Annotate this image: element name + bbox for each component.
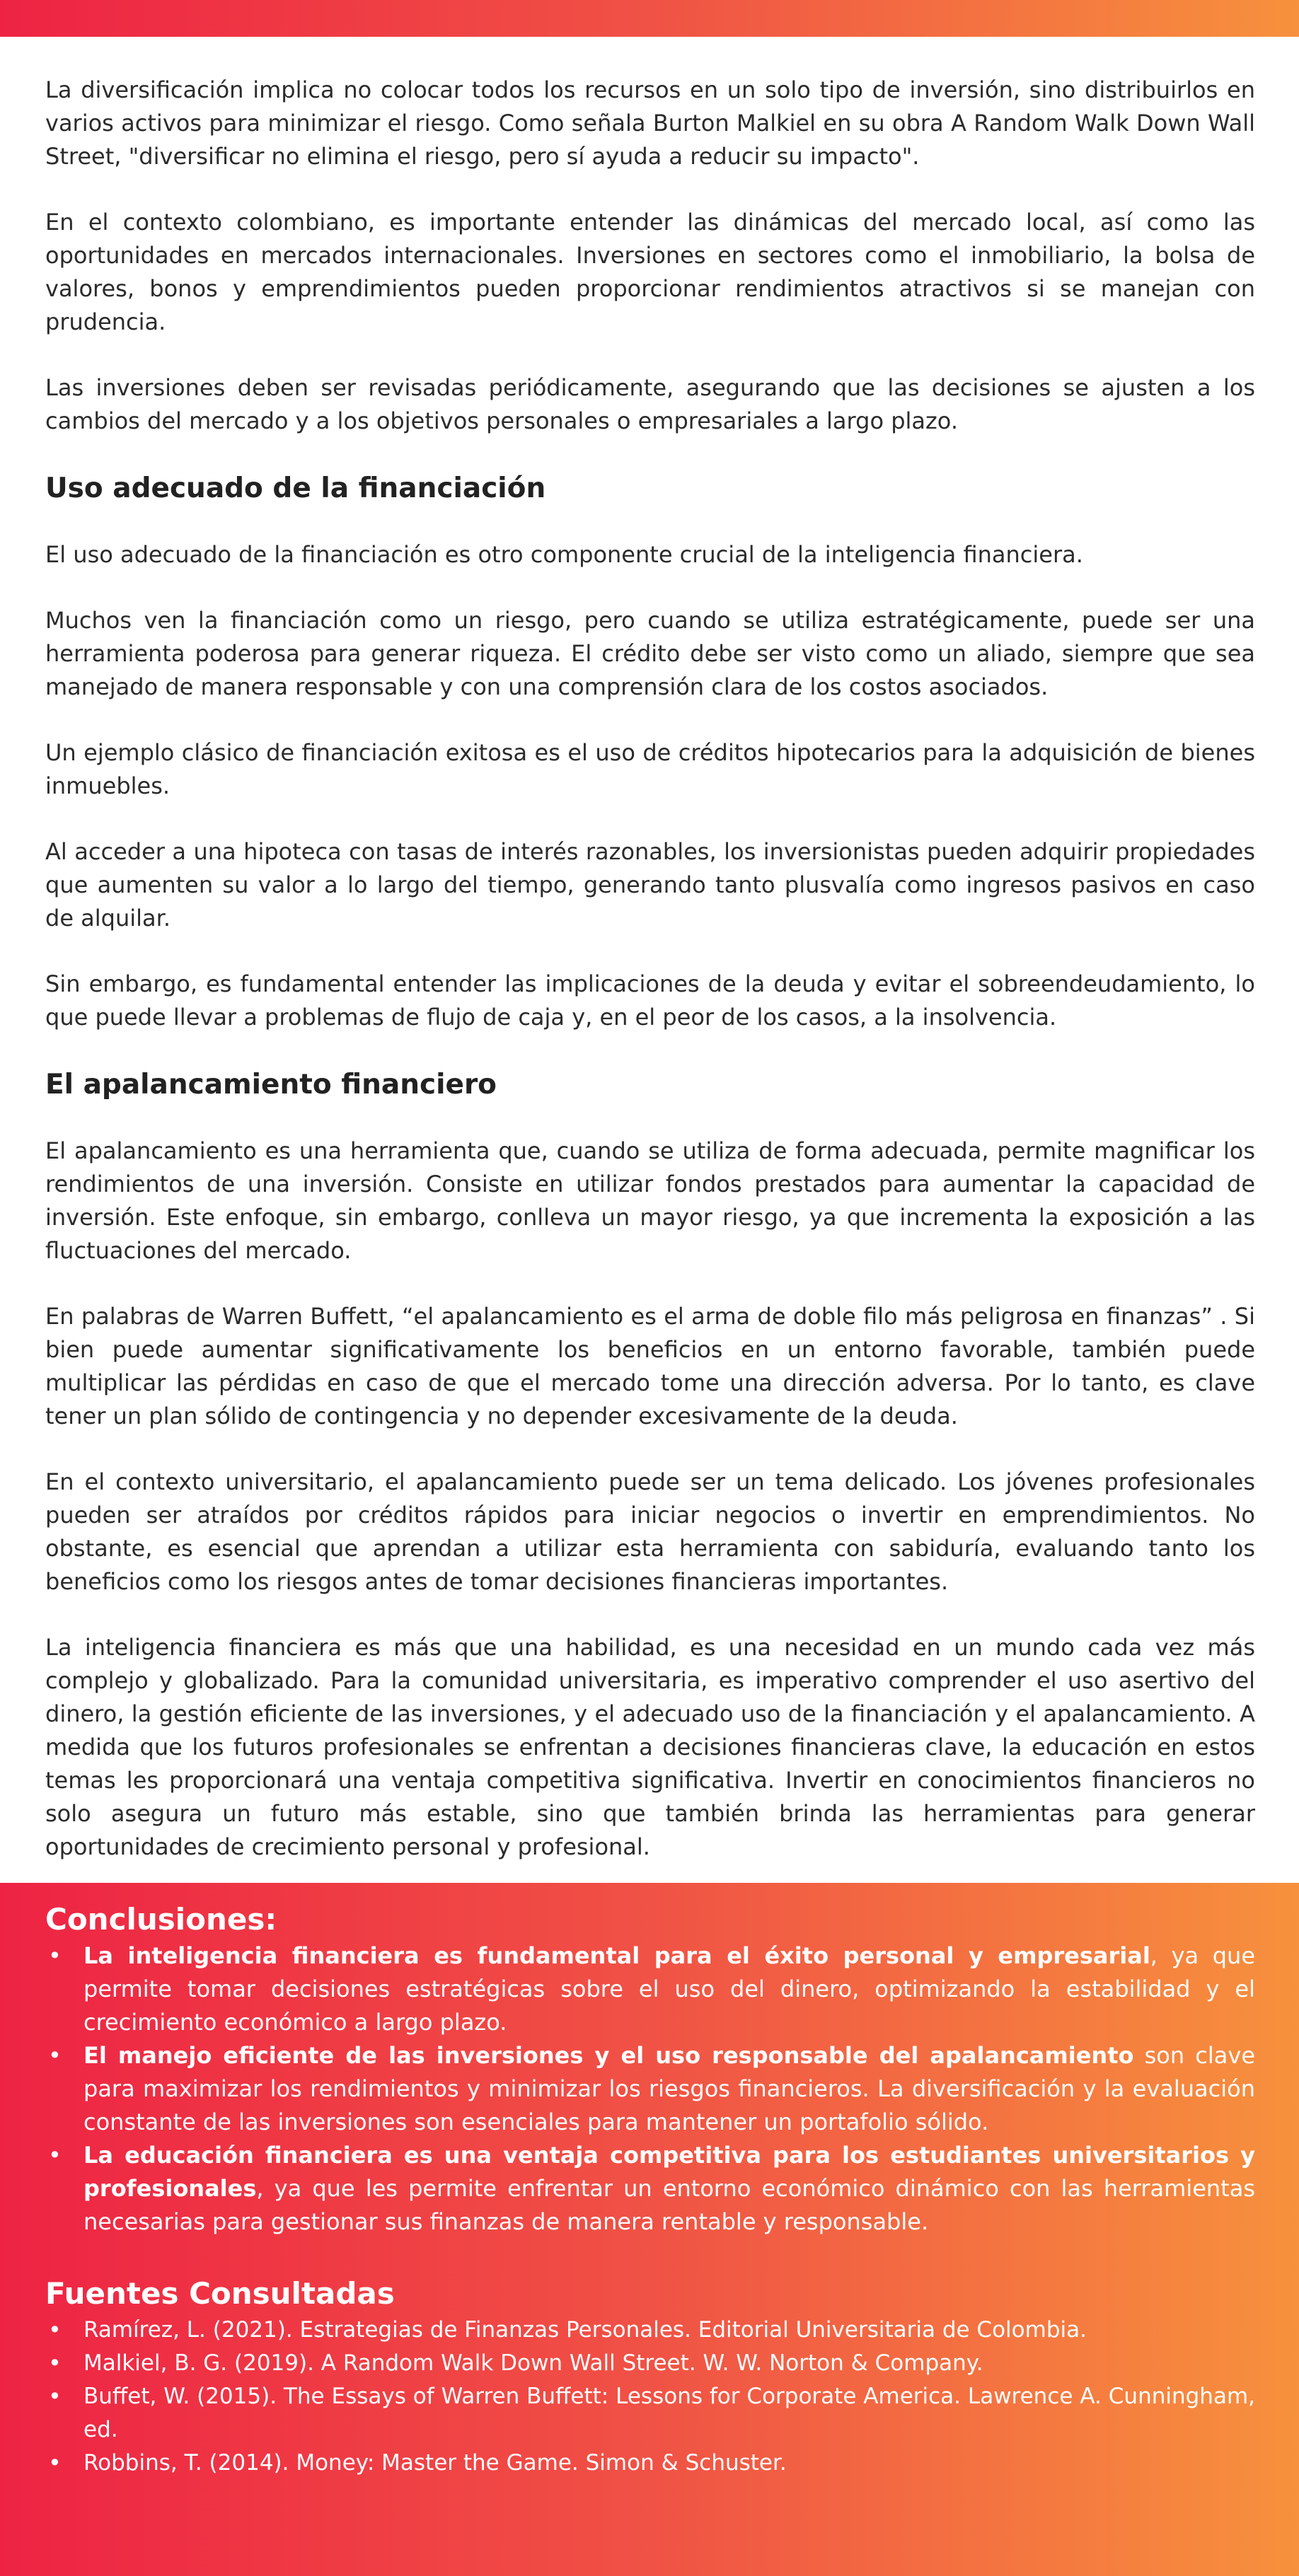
conclusiones-list [45, 1939, 1255, 2239]
conclusion-item [45, 2039, 1255, 2139]
paragraph-revision-inversiones: Las inversiones deben ser revisadas periódicamente, asegurando que las decisiones se ajusten a los cambios del mercado y a los objetivos personales o empresariales a largo plazo. [45, 374, 1255, 434]
paragraph-contexto-colombiano: En el contexto colombiano, es importante entender las dinámicas del mercado local, así como las oportunidades en mercados internacionales. Inversiones en sectores como el inmobiliario, la bolsa de valores, bonos y emprendimientos pueden proporcionar rendimientos atractivos si se manejan con prudencia. [45, 209, 1255, 335]
paragraph-financiacion-hipoteca: Al acceder a una hipoteca con tasas de interés razonables, los inversionistas pueden adquirir propiedades que aumenten su valor a lo largo del tiempo, generando tanto plusvalía como ingresos pasivos en caso de alquilar. [45, 838, 1255, 932]
fuentes-heading: Fuentes Consultadas [45, 2276, 395, 2311]
article-body [45, 74, 1255, 1896]
source-text: Robbins, T. (2014). Money: Master the Game. Simon & Schuster. [83, 2450, 787, 2476]
conclusions-panel [0, 1883, 1299, 2576]
paragraph-apalancamiento-universitario: En el contexto universitario, el apalancamiento puede ser un tema delicado. Los jóvenes profesionales pueden ser atraídos por créditos rápidos para iniciar negocios o invertir en emprendimientos. No obstante, es esencial que aprendan a utilizar esta herramienta con sabiduría, evaluando tanto los beneficios como los riesgos antes de tomar decisiones financieras importantes. [45, 1468, 1255, 1595]
conclusion-item [45, 1939, 1255, 2039]
paragraph-diversificacion: La diversificación implica no colocar todos los recursos en un solo tipo de inversión, sino distribuirlos en varios activos para minimizar el riesgo. Como señala Burton Malkiel en su obra A Random Walk Down Wall Street, "diversificar no elimina el riesgo, pero sí ayuda a reducir su impacto". [45, 76, 1255, 170]
conclusion-item [45, 2139, 1255, 2239]
bullet-icon: • [48, 2383, 62, 2410]
source-text: Malkiel, B. G. (2019). A Random Walk Down Wall Street. W. W. Norton & Company. [83, 2350, 983, 2376]
source-text: Buffet, W. (2015). The Essays of Warren Buffett: Lessons for Corporate America. Lawrence A. Cunningham, ed. [83, 2384, 1255, 2442]
bullet-icon: • [48, 2042, 62, 2069]
paragraph-financiacion-riesgo: Muchos ven la financiación como un riesgo, pero cuando se utiliza estratégicamente, puede ser una herramienta poderosa para generar riqueza. El crédito debe ser visto como un aliado, siempre que sea manejado de manera responsable y con una comprensión clara de los costos asociados. [45, 607, 1255, 700]
bullet-icon: • [48, 2316, 62, 2343]
top-gradient-bar [0, 0, 1299, 37]
fuentes-list [45, 2314, 1255, 2480]
conclusion-bold-text: La inteligencia financiera es fundamental para el éxito personal y empresarial [83, 1942, 1150, 1969]
paragraph-financiacion-intro: El uso adecuado de la financiación es otro componente crucial de la inteligencia financiera. [45, 541, 1083, 568]
paragraph-apalancamiento-definicion: El apalancamiento es una herramienta que, cuando se utiliza de forma adecuada, permite magnificar los rendimientos de una inversión. Consiste en utilizar fondos prestados para aumentar la capacidad de inversión. Este enfoque, sin embargo, conlleva un mayor riesgo, ya que incrementa la exposición a las fluctuaciones del mercado. [45, 1137, 1255, 1264]
conclusions-content [45, 1900, 1255, 2502]
conclusion-text: son clave para maximizar los rendimientos y minimizar los riesgos financieros. La diversificación y la evaluación constante de las inversiones son esenciales para mantener un portafolio sólido. [83, 2042, 1256, 2135]
source-item [45, 2380, 1255, 2447]
paragraph-apalancamiento-buffett: En palabras de Warren Buffett, “el apalancamiento es el arma de doble filo más peligrosa en finanzas” . Si bien puede aumentar significativamente los beneficios en un entorno favorable, también puede multiplicar las pérdidas en caso de que el mercado tome una dirección adversa. Por lo tanto, es clave tener un plan sólido de contingencia y no depender excesivamente de la deuda. [45, 1303, 1255, 1429]
conclusion-bold-text: El manejo eficiente de las inversiones y el uso responsable del apalancamiento [83, 2042, 1134, 2069]
bullet-icon: • [48, 2350, 62, 2377]
bullet-icon: • [48, 2142, 62, 2169]
heading-uso-financiacion: Uso adecuado de la financiación [45, 472, 546, 504]
bullet-icon: • [48, 1942, 62, 1969]
conclusion-text: , ya que les permite enfrentar un entorno económico dinámico con las herramientas necesarias para gestionar sus finanzas de manera rentable y responsable. [83, 2175, 1255, 2235]
heading-apalancamiento: El apalancamiento financiero [45, 1069, 497, 1101]
conclusiones-heading: Conclusiones: [45, 1902, 277, 1937]
source-text: Ramírez, L. (2021). Estrategias de Finanzas Personales. Editorial Universitaria de Colombia. [83, 2317, 1087, 2343]
paragraph-financiacion-deuda: Sin embargo, es fundamental entender las implicaciones de la deuda y evitar el sobreendeudamiento, lo que puede llevar a problemas de flujo de caja y, en el peor de los casos, a la insolvencia. [45, 970, 1255, 1031]
conclusion-text: , ya que permite tomar decisiones estratégicas sobre el uso del dinero, optimizando la estabilidad y el crecimiento económico a largo plazo. [83, 1942, 1256, 2036]
source-item [45, 2447, 1255, 2480]
source-item [45, 2347, 1255, 2380]
paragraph-financiacion-ejemplo: Un ejemplo clásico de financiación exitosa es el uso de créditos hipotecarios para la adquisición de bienes inmuebles. [45, 739, 1255, 799]
source-item [45, 2314, 1255, 2347]
bullet-icon: • [48, 2449, 62, 2476]
conclusion-bold-text: La educación financiera es una ventaja competitiva para los estudiantes universitarios y profesionales [83, 2142, 1255, 2202]
paragraph-inteligencia-financiera: La inteligencia financiera es más que una habilidad, es una necesidad en un mundo cada vez más complejo y globalizado. Para la comunidad universitaria, es imperativo comprender el uso asertivo del dinero, la gestión eficiente de las inversiones, y el adecuado uso de la financiación y el apalancamiento. A medida que los futuros profesionales se enfrentan a decisiones financieras clave, la educación en estos temas les proporcionará una ventaja competitiva significativa. Invertir en conocimientos financieros no solo asegura un futuro más estable, sino que también brinda las herramientas para generar oportunidades de crecimiento personal y profesional. [45, 1634, 1255, 1860]
